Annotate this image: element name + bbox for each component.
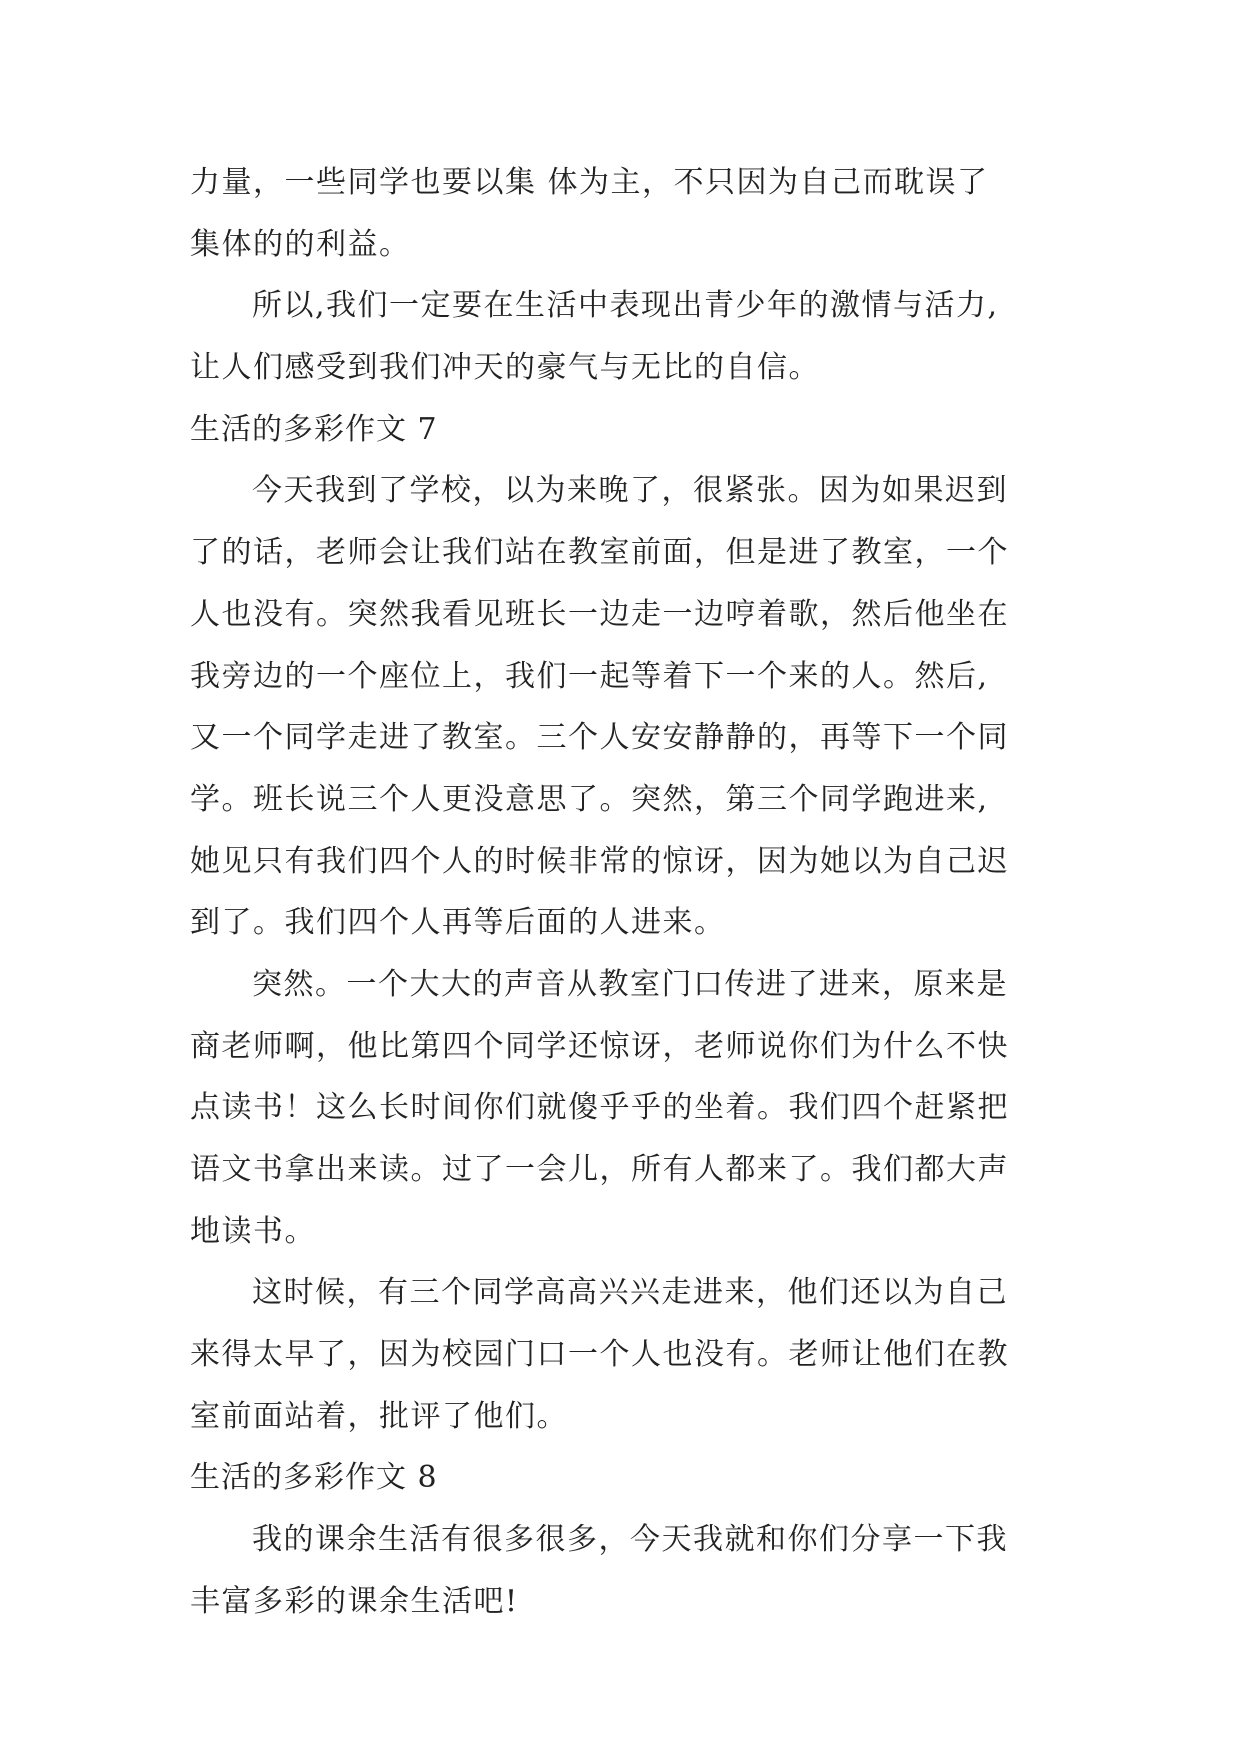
section-heading: 生活的多彩作文 7 (190, 411, 438, 447)
text-line: 我旁边的一个座位上，我们一起等着下一个来的人。然后, (190, 658, 989, 694)
text-line: 集体的的利益。 (190, 226, 411, 262)
text-line: 人也没有。突然我看见班长一边走一边哼着歌，然后他坐在 (190, 596, 1009, 632)
text-line: 又一个同学走进了教室。三个人安安静静的，再等下一个同 (190, 720, 1009, 756)
text-line: 地读书。 (190, 1213, 316, 1249)
text-line: 室前面站着，批评了他们。 (190, 1398, 568, 1434)
section-heading: 生活的多彩作文 8 (190, 1460, 438, 1496)
paragraph-start-line: 这时候，有三个同学高高兴兴走进来，他们还以为自己 (252, 1275, 1008, 1311)
text-line: 力量，一些同学也要以集 体为主，不只因为自己而耽误了 (190, 165, 989, 200)
text-line: 让人们感受到我们冲天的豪气与无比的自信。 (190, 350, 820, 386)
text-line: 来得太早了，因为校园门口一个人也没有。老师让他们在教 (190, 1337, 1009, 1373)
text-line: 语文书拿出来读。过了一会儿，所有人都来了。我们都大声 (190, 1152, 1009, 1187)
paragraph-start-line: 我的课余生活有很多很多，今天我就和你们分享一下我 (252, 1522, 1008, 1558)
paragraph-start-line: 今天我到了学校，以为来晚了，很紧张。因为如果迟到 (252, 473, 1008, 509)
paragraph-start-line: 突然。一个大大的声音从教室门口传进了进来，原来是 (252, 966, 1008, 1002)
essay-body (190, 152, 1090, 1633)
paragraph-start-line: 所以,我们一定要在生活中表现出青少年的激情与活力, (252, 288, 999, 324)
text-line: 点读书！这么长时间你们就傻乎乎的坐着。我们四个赶紧把 (190, 1090, 1009, 1126)
text-line: 她见只有我们四个人的时候非常的惊讶，因为她以为自己迟 (190, 843, 1009, 879)
text-line: 学。班长说三个人更没意思了。突然，第三个同学跑进来, (190, 781, 989, 817)
text-line: 了的话，老师会让我们站在教室前面，但是进了教室，一个 (190, 535, 1009, 571)
text-line: 到了。我们四个人再等后面的人进来。 (190, 905, 726, 941)
text-line: 丰富多彩的课余生活吧! (190, 1583, 519, 1619)
text-line: 商老师啊，他比第四个同学还惊讶，老师说你们为什么不快 (190, 1028, 1009, 1064)
